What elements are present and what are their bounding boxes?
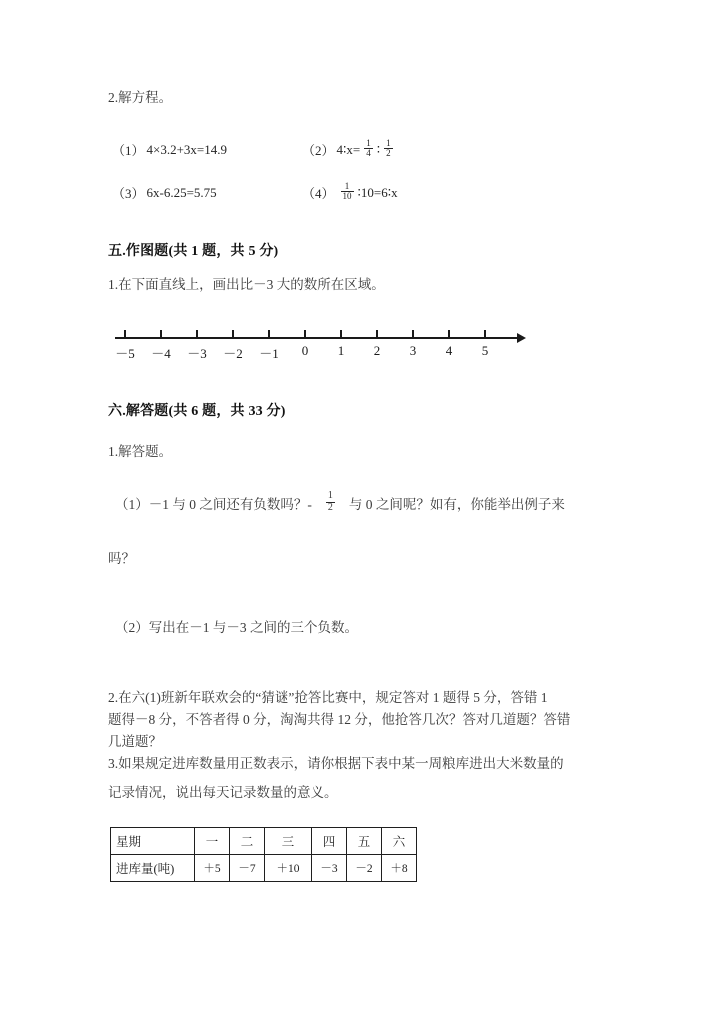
table-row-weekday [111, 828, 417, 855]
rice-record-table [110, 827, 417, 882]
section-six-sub-question-2: （2）写出在－1 与－3 之间的三个负数。 [115, 620, 358, 635]
fraction-denominator: 4 [366, 148, 371, 159]
day-cell-2: 二 [230, 828, 265, 855]
section-five-question-1: 1.在下面直线上，画出比－3 大的数所在区域。 [108, 277, 385, 292]
section-six-sub-question-1 [115, 492, 565, 514]
day-cell-1: 一 [195, 828, 230, 855]
number-line-tick [268, 330, 270, 337]
number-line-label: 1 [337, 343, 345, 358]
number-line-label: －5 [115, 346, 135, 361]
value-cell-1: ＋5 [195, 855, 230, 882]
day-cell-3: 三 [265, 828, 312, 855]
number-line-label: 3 [409, 343, 417, 358]
number-line-label: 4 [445, 343, 453, 358]
sub-question-1-text-a: （1）－1 与 0 之间还有负数吗？- [115, 497, 312, 512]
day-cell-6: 六 [382, 828, 417, 855]
fraction-numerator: 1 [344, 181, 350, 191]
fraction-numerator: 1 [366, 138, 371, 148]
number-line-label: －3 [187, 346, 207, 361]
equation-2-label: （2） [302, 143, 335, 159]
value-cell-3: ＋10 [265, 855, 312, 882]
equation-2-ratio-colon: ∶ [376, 141, 381, 157]
fraction-one-quarter [364, 139, 373, 159]
number-line-tick [232, 330, 234, 337]
number-line-label: 2 [373, 343, 381, 358]
value-cell-4: －3 [312, 855, 347, 882]
table-row-intake [111, 855, 417, 882]
fraction-numerator: 1 [386, 138, 391, 148]
sub-question-1-text-c: 吗？ [108, 551, 135, 566]
equation-item-4 [302, 183, 398, 203]
equation-2-left: 4∶x= [336, 141, 361, 157]
equation-3-label: （3） [112, 186, 145, 201]
number-line-tick [376, 330, 378, 337]
value-cell-5: －2 [347, 855, 382, 882]
equation-4-label: （4） [302, 186, 335, 202]
day-cell-4: 四 [312, 828, 347, 855]
fraction-denominator: 2 [327, 501, 333, 513]
row-label-intake: 进库量(吨) [111, 855, 195, 882]
number-line-label: 5 [481, 343, 489, 358]
section-six-question-2-line-3: 几道题？ [108, 734, 162, 749]
number-line-axis [115, 337, 519, 339]
fraction-one-half-inline [326, 491, 335, 513]
number-line-tick [448, 330, 450, 337]
number-line-tick [160, 330, 162, 337]
number-line-label: 0 [301, 343, 309, 358]
number-line-tick [484, 330, 486, 337]
solve-equations-prompt: 2.解方程。 [108, 90, 173, 105]
number-line-tick [340, 330, 342, 337]
row-label-weekday: 星期 [111, 828, 195, 855]
fraction-one-half [384, 139, 393, 159]
fraction-one-tenth [341, 182, 354, 202]
fraction-denominator: 10 [342, 191, 352, 202]
equation-1-expression: 4×3.2+3x=14.9 [146, 141, 228, 157]
rice-record-table-wrap [110, 827, 417, 882]
section-six-question-2-line-1: 2.在六(1)班新年联欢会的“猜谜”抢答比赛中，规定答对 1 题得 5 分，答错 1 [108, 690, 548, 705]
section-six-question-3-line-2: 记录情况，说出每天记录数量的意义。 [108, 785, 338, 800]
number-line-tick [304, 330, 306, 337]
fraction-numerator: 1 [327, 490, 333, 501]
equation-4-expression: ∶10=6∶x [357, 184, 398, 200]
day-cell-5: 五 [347, 828, 382, 855]
section-six-question-1-prompt: 1.解答题。 [108, 444, 173, 459]
section-six-heading: 六.解答题(共 6 题，共 33 分) [108, 404, 286, 419]
sub-question-1-text-b: 与 0 之间呢？如有，你能举出例子来 [348, 497, 565, 512]
equation-item-3 [112, 183, 217, 202]
equation-item-1 [112, 140, 227, 159]
number-line-tick [124, 330, 126, 337]
value-cell-6: ＋8 [382, 855, 417, 882]
section-six-question-3-line-1: 3.如果规定进库数量用正数表示，请你根据下表中某一周粮库进出大米数量的 [108, 756, 564, 771]
number-line-figure [115, 325, 515, 367]
number-line-label: －2 [223, 346, 243, 361]
section-five-heading: 五.作图题(共 1 题，共 5 分) [108, 244, 279, 259]
equation-3-expression: 6x-6.25=5.75 [146, 184, 217, 200]
value-cell-2: －7 [230, 855, 265, 882]
number-line-label: －4 [151, 346, 171, 361]
number-line-label: －1 [259, 346, 279, 361]
equation-item-2 [302, 140, 397, 160]
fraction-denominator: 2 [386, 148, 391, 159]
number-line-arrow-icon [517, 333, 526, 343]
equation-1-label: （1） [112, 143, 145, 158]
section-six-question-2-line-2: 题得－8 分，不答者得 0 分，淘淘共得 12 分，他抢答几次？答对几道题？答错 [108, 712, 571, 727]
number-line-tick [196, 330, 198, 337]
number-line-tick [412, 330, 414, 337]
